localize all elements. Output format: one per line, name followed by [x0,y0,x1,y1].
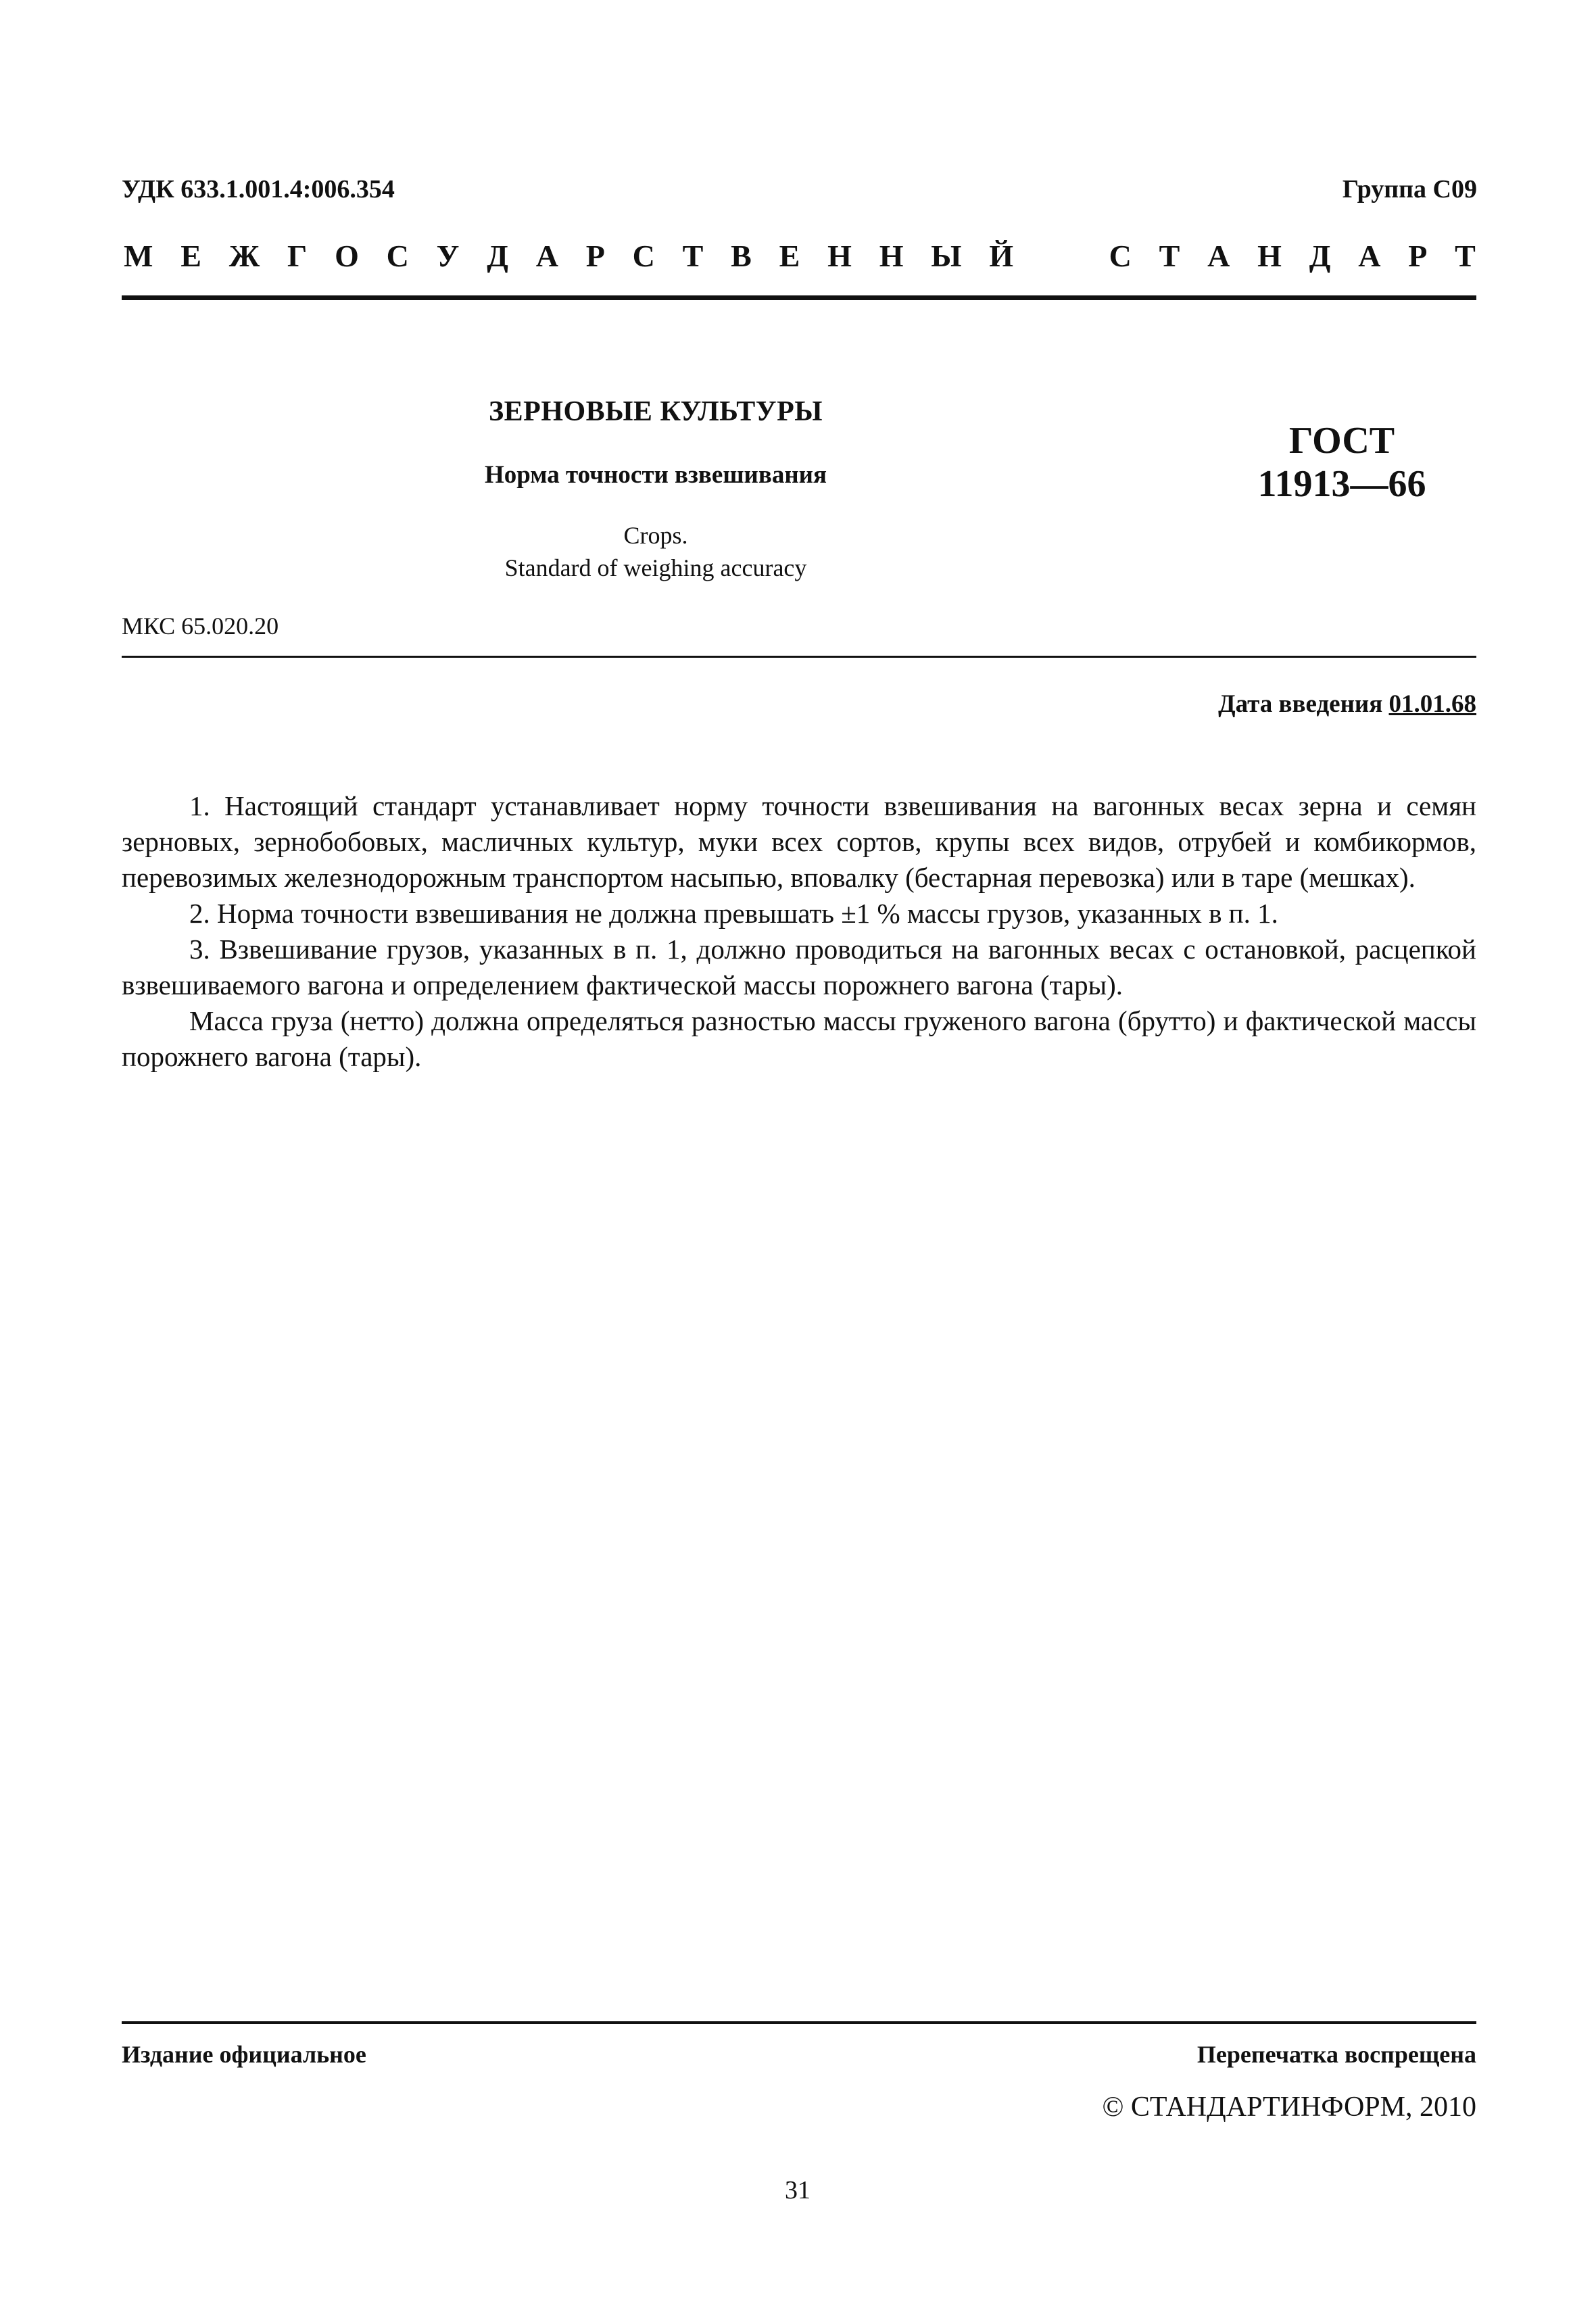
banner-letter: Ы [931,239,962,273]
banner-letter: В [731,239,752,273]
paragraph: Масса груза (нетто) должна определяться разностью массы груженого вагона (брутто) и фактической массы порожнего вагона (тары). [122,1005,1476,1072]
banner-letter: У [436,239,460,273]
banner-letter: Н [1257,239,1282,273]
english-title-line: Standard of weighing accuracy [504,554,807,581]
banner-letter: Т [682,239,704,273]
banner-word-gap [1041,238,1082,274]
banner-letter: С [386,239,409,273]
mks-code: МКС 65.020.20 [122,612,279,640]
document-body [122,788,1476,1075]
banner-letter: Г [287,239,308,273]
banner-letter: Н [879,239,904,273]
banner-letter: Д [487,239,508,273]
introduction-date-value: 01.01.68 [1388,690,1476,718]
english-title-line: Crops. [623,522,688,549]
banner-letter: Т [1455,239,1476,273]
banner-letter: Е [779,239,800,273]
banner-letter: Т [1159,239,1180,273]
banner-letter: Р [585,239,605,273]
document-title: ЗЕРНОВЫЕ КУЛЬТУРЫ [489,396,823,427]
gost-label: ГОСТ [1288,420,1395,462]
introduction-date [1218,690,1476,719]
banner-letter: О [335,239,359,273]
paragraph: 2. Норма точности взвешивания не должна превышать ±1 % массы грузов, указанных в п. 1. [189,898,1278,929]
copyright-notice: © СТАНДАРТИНФОРМ, 2010 [1102,2092,1476,2123]
banner-letter: С [632,239,655,273]
title-block [406,395,906,584]
title-divider [122,656,1476,658]
banner-letter: Н [827,239,852,273]
banner-letter: Д [1309,239,1331,273]
reprint-prohibited-note: Перепечатка воспрещена [1196,2041,1476,2068]
gost-number [1190,419,1494,506]
udk-code: УДК 633.1.001.4:006.354 [122,175,395,203]
group-code: Группа С09 [1342,175,1477,203]
english-title [406,519,906,584]
banner-letter: Й [989,239,1014,273]
banner-letter: А [1207,239,1230,273]
banner-letter: Е [180,239,201,273]
footer-divider [122,2021,1476,2024]
banner-letter: М [124,239,153,273]
introduction-date-label: Дата введения [1218,690,1383,718]
banner-letter: А [1358,239,1381,273]
banner-letter: А [535,239,558,273]
header-divider [122,295,1476,300]
page-number: 31 [785,2176,811,2204]
paragraph: 1. Настоящий стандарт устанавливает норму точности взвешивания на вагонных весах зерна и семян зерновых, зернобобовых, масличных культур, муки всех сортов, крупы всех видов, отрубей и комбикормов, перевозимых железнодорожным транспортом насыпью, вповалку (бестарная перевозка) или в таре (мешках). [122,790,1476,893]
banner-letter: С [1109,239,1132,273]
banner-letter: Ж [228,239,260,273]
gost-code: 11913—66 [1257,463,1426,505]
interstate-standard-banner [124,238,1476,274]
banner-letter: Р [1408,239,1428,273]
paragraph: 3. Взвешивание грузов, указанных в п. 1, должно проводиться на вагонных весах с остановкой, расцепкой взвешиваемого вагона и определением фактической массы порожнего вагона (тары). [122,934,1476,1000]
official-edition-note: Издание официальное [122,2041,366,2068]
document-subtitle: Норма точности взвешивания [484,461,827,489]
